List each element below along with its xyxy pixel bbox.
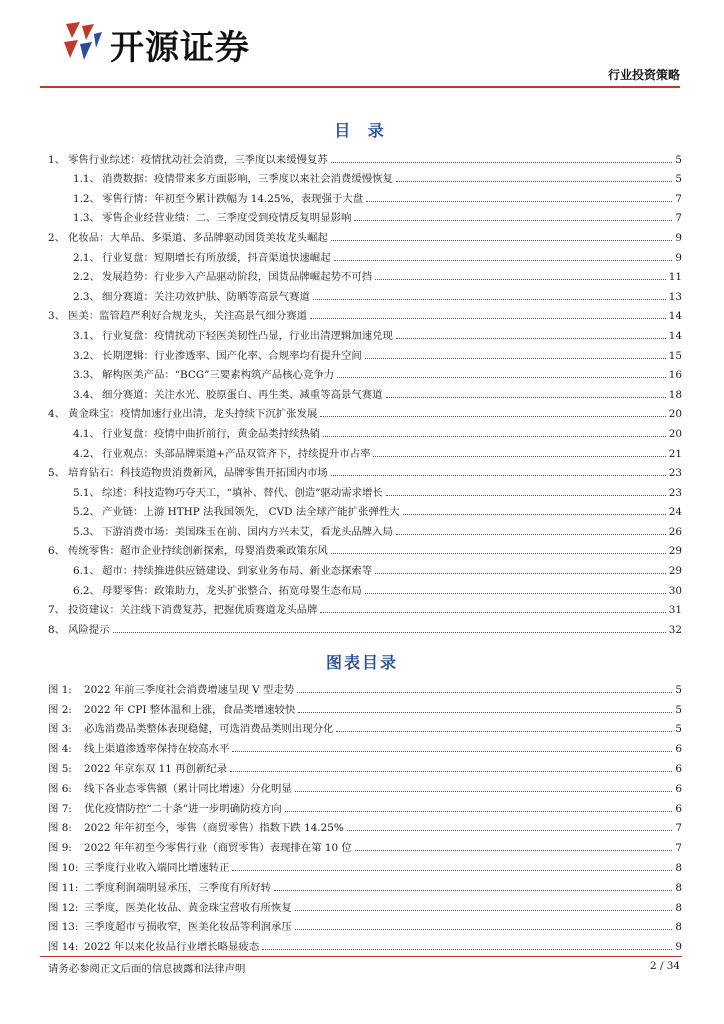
toc-entry-number: 5.1、	[73, 486, 100, 499]
toc-entry-page: 31	[668, 604, 682, 617]
figure-entry-title: 优化疫情防控“二十条”进一步明确防疫方向	[84, 802, 282, 815]
figure-entry[interactable]	[40, 795, 682, 815]
toc-entry-page: 20	[668, 408, 682, 421]
toc-entry-number: 2.3、	[73, 290, 100, 303]
figure-entry-title: 2022 年年初至今，零售（商贸零售）指数下跌 14.25%	[84, 822, 344, 835]
toc-entry[interactable]	[40, 518, 682, 538]
toc-entry-title: 行业复盘：疫情扰动下轻医美韧性凸显，行业出清逻辑加速兑现	[102, 329, 393, 342]
dot-leader	[365, 593, 666, 594]
figure-entry[interactable]	[40, 735, 682, 755]
figure-entry-page: 5	[675, 703, 682, 716]
figure-entry-page: 6	[675, 743, 682, 756]
toc-entry[interactable]	[40, 283, 682, 303]
logo-text: 开源证券	[110, 28, 250, 68]
toc-entry-page: 13	[668, 290, 682, 303]
toc-entry-page: 32	[668, 623, 682, 636]
toc-title: 目 录	[334, 121, 390, 140]
disclaimer-note: 请务必参阅正文后面的信息披露和法律声明	[48, 963, 246, 975]
figure-entry-label: 图 5:	[48, 762, 72, 775]
toc-entry[interactable]	[40, 185, 682, 205]
figure-entry-label: 图 3:	[48, 723, 72, 736]
figure-entry[interactable]	[40, 775, 682, 795]
toc-entry[interactable]	[40, 264, 682, 284]
figure-entry-page: 8	[675, 921, 682, 934]
toc-entry-number: 3.2、	[73, 349, 100, 362]
toc-entry-title: 传统零售：超市企业持续创新探索，母婴消费乘政策东风	[68, 545, 328, 558]
figure-entry-label: 图 6:	[48, 782, 72, 795]
toc-entry-number: 5、	[48, 467, 66, 480]
figure-entry-label: 图 13:	[48, 921, 79, 934]
toc-entry[interactable]	[40, 499, 682, 519]
toc-entry-page: 23	[668, 467, 682, 480]
toc-entry[interactable]	[40, 479, 682, 499]
dot-leader	[285, 811, 673, 812]
toc-entry[interactable]	[40, 322, 682, 342]
toc-entry-page: 11	[668, 271, 682, 284]
toc-entry-title: 下游消费市场：美国珠玉在前、国内方兴未艾，看龙头品牌入局	[102, 525, 393, 538]
dot-leader	[230, 771, 672, 772]
toc-entry-number: 3、	[48, 310, 66, 323]
toc-entry[interactable]	[40, 381, 682, 401]
dot-leader	[298, 712, 672, 713]
toc-entry-number: 5.2、	[73, 506, 100, 519]
toc-entry-title: 投资建议：关注线下消费复苏，把握优质赛道龙头品牌	[68, 604, 318, 617]
figure-entry-page: 6	[675, 782, 682, 795]
figure-entry-title: 必选消费品类整体表现稳健，可选消费品类则出现分化	[84, 723, 334, 736]
dot-leader	[396, 338, 666, 339]
toc-entry-number: 3.1、	[73, 329, 100, 342]
toc-entry[interactable]	[40, 244, 682, 264]
figure-entry[interactable]	[40, 933, 682, 953]
dot-leader	[320, 416, 665, 417]
dot-leader	[232, 870, 672, 871]
toc-entry[interactable]	[40, 577, 682, 597]
figure-entry[interactable]	[40, 676, 682, 696]
dot-leader	[336, 731, 672, 732]
figure-entry-title: 三季度行业收入端同比增速转正	[84, 861, 230, 874]
toc-entry-page: 15	[668, 349, 682, 362]
dot-leader	[323, 436, 666, 437]
toc-entry[interactable]	[40, 205, 682, 225]
toc-entry-page: 7	[675, 212, 682, 225]
header-divider	[40, 86, 680, 88]
toc-entry-page: 18	[668, 388, 682, 401]
dot-leader	[320, 612, 665, 613]
figure-entry-title: 2022 年京东双 11 再创新纪录	[84, 762, 228, 775]
figure-entry-label: 图 10:	[48, 861, 79, 874]
figure-entry-title: 线上渠道渗透率保持在较高水平	[84, 743, 230, 756]
dot-leader	[313, 299, 666, 300]
toc-entry-page: 26	[668, 525, 682, 538]
toc-entry-page: 29	[668, 565, 682, 578]
figure-entry[interactable]	[40, 716, 682, 736]
dot-leader	[355, 850, 673, 851]
toc-entry-number: 4.1、	[73, 427, 100, 440]
figure-entry-page: 8	[675, 901, 682, 914]
toc-entry[interactable]	[40, 597, 682, 617]
toc-entry[interactable]	[40, 460, 682, 480]
figure-entry-label: 图 2:	[48, 703, 72, 716]
dot-leader	[331, 553, 666, 554]
dot-leader	[396, 181, 672, 182]
toc-entry-number: 3.3、	[73, 369, 100, 382]
dot-leader	[365, 358, 666, 359]
toc-entry[interactable]	[40, 557, 682, 577]
toc-entry-title: 化妆品：大单品、多渠道、多品牌驱动国货美妆龙头崛起	[68, 231, 328, 244]
figure-entry-title: 三季度超市亏损收窄，医美化妆品等利润承压	[84, 921, 292, 934]
toc-entry[interactable]	[40, 342, 682, 362]
toc-entry-title: 零售行情：年初至今累计跌幅为 14.25%，表现强于大盘	[102, 192, 364, 205]
figure-list	[40, 676, 682, 953]
figure-entry-page: 6	[675, 802, 682, 815]
toc-entry-page: 30	[668, 584, 682, 597]
figure-entry[interactable]	[40, 914, 682, 934]
toc-entry-title: 长期逻辑：行业渗透率、国产化率、合规率均有提升空间	[102, 349, 362, 362]
figure-entry-page: 5	[675, 723, 682, 736]
page-header	[0, 0, 724, 92]
document-type: 行业投资策略	[607, 68, 680, 82]
figure-entry-title: 三季度，医美化妆品、黄金珠宝营收有所恢复	[84, 901, 292, 914]
toc-entry-title: 医美：监管趋严利好合规龙头，关注高景气细分赛道	[68, 310, 307, 323]
dot-leader	[386, 397, 666, 398]
figure-entry[interactable]	[40, 834, 682, 854]
toc-entry-title: 超市：持续推进供应链建设、到家业务布局、新业态探索等	[102, 565, 373, 578]
dot-leader	[347, 830, 673, 831]
toc-entry-title: 发展趋势：行业步入产品驱动阶段，国货品牌崛起势不可挡	[102, 271, 373, 284]
figure-entry-label: 图 11:	[48, 881, 79, 894]
toc-entry[interactable]	[40, 303, 682, 323]
figure-entry-label: 图 8:	[48, 822, 72, 835]
toc-entry-number: 1.3、	[73, 212, 100, 225]
footer-divider	[40, 956, 682, 957]
toc-entry[interactable]	[40, 538, 682, 558]
toc-entry-number: 2.2、	[73, 271, 100, 284]
toc-entry-number: 4.2、	[73, 447, 100, 460]
dot-leader	[297, 692, 672, 693]
toc-entry-title: 培育钻石：科技造物贵消费新风，品牌零售开拓国内市场	[68, 467, 328, 480]
dot-leader	[331, 162, 673, 163]
toc-entry-number: 3.4、	[73, 388, 100, 401]
toc-entry-title: 产业链：上游 HTHP 法我国领先， CVD 法全球产能扩张弹性大	[102, 506, 400, 519]
toc-entry-title: 黄金珠宝：疫情加速行业出清，龙头持续下沉扩张发展	[68, 408, 318, 421]
toc-entry-title: 综述：科技造物巧夺天工，“填补、替代、创造”驱动需求增长	[102, 486, 383, 499]
toc-entry-title: 零售行业综述：疫情扰动社会消费，三季度以来缓慢复苏	[68, 153, 328, 166]
toc-entry-number: 1.2、	[73, 192, 100, 205]
toc-entry-title: 细分赛道：关注水光、胶原蛋白、再生类、减重等高景气赛道	[102, 388, 383, 401]
figure-entry-label: 图 12:	[48, 901, 79, 914]
toc-entry[interactable]	[40, 420, 682, 440]
page-number: 2 / 34	[650, 960, 680, 972]
toc-entry[interactable]	[40, 166, 682, 186]
figure-entry[interactable]	[40, 755, 682, 775]
figure-entry[interactable]	[40, 874, 682, 894]
figure-entry-label: 图 9:	[48, 842, 72, 855]
toc-entry-number: 8、	[48, 623, 66, 636]
dot-leader	[396, 534, 666, 535]
dot-leader	[354, 220, 672, 221]
toc-entry-title: 风险提示	[68, 623, 110, 636]
toc-entry-title: 零售企业经营业绩：二、三季度受到疫情反复明显影响	[102, 212, 352, 225]
figure-entry-title: 线下各业态零售额（累计同比增速）分化明显	[84, 782, 292, 795]
figure-entry[interactable]	[40, 696, 682, 716]
toc-entry-number: 6.1、	[73, 565, 100, 578]
toc-entry-title: 行业复盘：短期增长有所放缓，抖音渠道快速崛起	[102, 251, 331, 264]
toc-entry-title: 消费数据：疫情带来多方面影响，三季度以来社会消费缓慢恢复	[102, 173, 393, 186]
figure-entry-label: 图 1:	[48, 683, 72, 696]
dot-leader	[375, 279, 666, 280]
toc-entry-number: 5.3、	[73, 525, 100, 538]
toc-entry-title: 母婴零售：政策助力，龙头扩张整合、拓宽母婴生态布局	[102, 584, 362, 597]
dot-leader	[386, 495, 666, 496]
toc-entry-number: 7、	[48, 604, 66, 617]
figure-entry-title: 二季度利润端明显承压，三季度有所好转	[84, 881, 272, 894]
dot-leader	[403, 514, 666, 515]
toc-entry-page: 20	[668, 427, 682, 440]
dot-leader	[295, 929, 673, 930]
toc-entry-title: 细分赛道：关注功效护肤、防晒等高景气赛道	[102, 290, 310, 303]
figure-entry-title: 2022 年年初至今零售行业（商贸零售）表现排在第 10 位	[84, 842, 352, 855]
dot-leader	[334, 260, 673, 261]
dot-leader	[310, 318, 666, 319]
toc-entry-page: 5	[675, 153, 682, 166]
figure-entry-page: 8	[675, 861, 682, 874]
figure-entry-title: 2022 年 CPI 整体温和上涨，食品类增速较快	[84, 703, 296, 716]
toc-entry-page: 23	[668, 486, 682, 499]
dot-leader	[337, 377, 666, 378]
figure-entry-label: 图 14:	[48, 941, 79, 954]
company-logo	[60, 18, 280, 66]
figure-entry-page: 7	[675, 822, 682, 835]
dot-leader	[331, 240, 673, 241]
figure-entry-page: 6	[675, 762, 682, 775]
toc-entry-title: 行业复盘：疫情中曲折前行，黄金品类持续热销	[102, 427, 321, 440]
dot-leader	[373, 456, 665, 457]
dot-leader	[375, 573, 666, 574]
toc-entry[interactable]	[40, 362, 682, 382]
toc-entry-page: 29	[668, 545, 682, 558]
figure-entry-title: 2022 年前三季度社会消费增速呈现 V 型走势	[84, 683, 295, 696]
toc-entry[interactable]	[40, 401, 682, 421]
dot-leader	[113, 632, 666, 633]
figure-entry-label: 图 4:	[48, 743, 72, 756]
figure-entry-title: 2022 年以来化妆品行业增长略显疲态	[84, 941, 260, 954]
toc-entry-number: 6、	[48, 545, 66, 558]
toc-entry-page: 16	[668, 369, 682, 382]
toc-entry-title: 行业观点：头部品牌渠道+产品双管齐下，持续提升市占率	[102, 447, 371, 460]
table-of-contents	[40, 146, 682, 636]
toc-entry-number: 1.1、	[73, 173, 100, 186]
figure-entry[interactable]	[40, 815, 682, 835]
dot-leader	[331, 475, 666, 476]
figure-entry-page: 5	[675, 683, 682, 696]
toc-entry-title: 解构医美产品：“BCG”三要素构筑产品核心竞争力	[102, 369, 335, 382]
toc-entry-page: 9	[675, 231, 682, 244]
figure-entry-page: 7	[675, 842, 682, 855]
figure-entry-page: 8	[675, 881, 682, 894]
logo-mark-icon	[60, 18, 106, 64]
toc-entry-page: 24	[668, 506, 682, 519]
figure-entry[interactable]	[40, 894, 682, 914]
toc-entry-number: 6.2、	[73, 584, 100, 597]
toc-entry-page: 21	[668, 447, 682, 460]
dot-leader	[295, 791, 673, 792]
figure-list-title: 图表目录	[325, 653, 398, 672]
toc-entry-number: 4、	[48, 408, 66, 421]
dot-leader	[366, 201, 672, 202]
toc-entry-number: 1、	[48, 153, 66, 166]
dot-leader	[262, 949, 672, 950]
figure-entry-label: 图 7:	[48, 802, 72, 815]
toc-entry[interactable]	[40, 616, 682, 636]
dot-leader	[232, 751, 672, 752]
dot-leader	[295, 910, 673, 911]
toc-entry[interactable]	[40, 146, 682, 166]
figure-entry-page: 9	[675, 941, 682, 954]
toc-entry-page: 14	[668, 310, 682, 323]
figure-entry[interactable]	[40, 854, 682, 874]
toc-entry[interactable]	[40, 224, 682, 244]
toc-entry[interactable]	[40, 440, 682, 460]
toc-entry-page: 5	[675, 173, 682, 186]
toc-entry-page: 14	[668, 329, 682, 342]
toc-entry-number: 2、	[48, 231, 66, 244]
dot-leader	[274, 890, 672, 891]
toc-entry-page: 9	[675, 251, 682, 264]
toc-entry-page: 7	[675, 192, 682, 205]
toc-entry-number: 2.1、	[73, 251, 100, 264]
